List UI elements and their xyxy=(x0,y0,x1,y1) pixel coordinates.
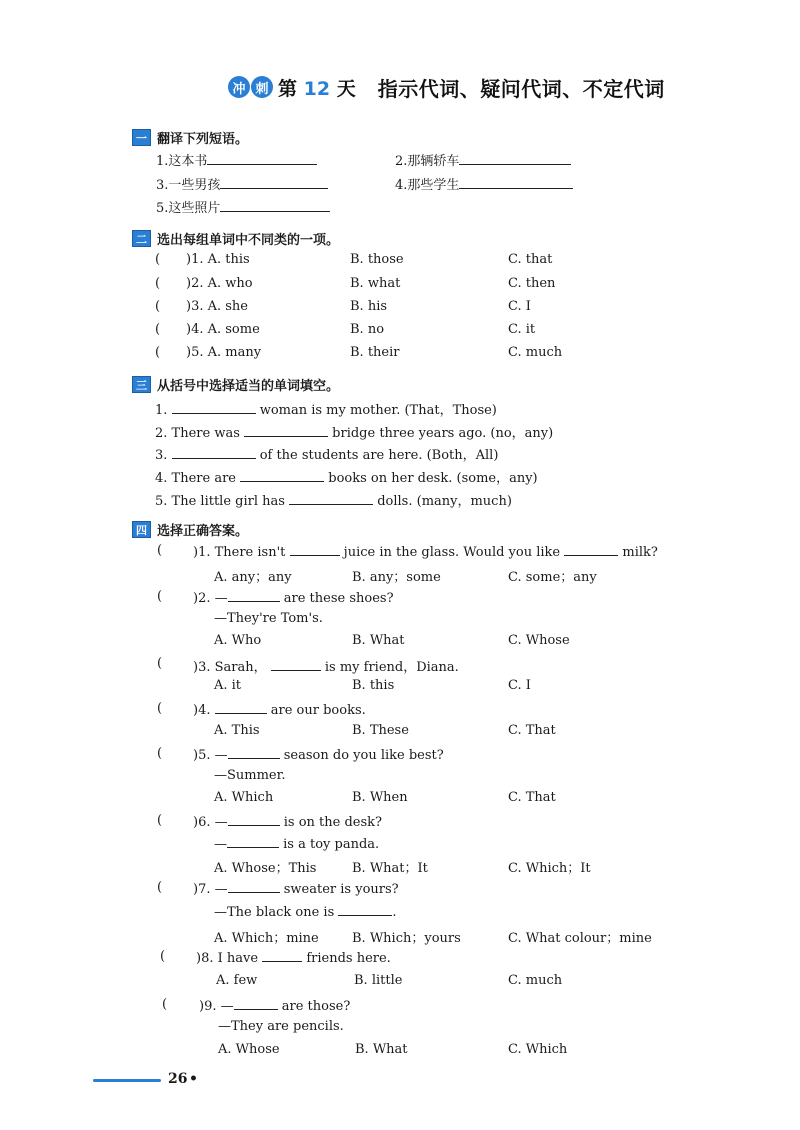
worksheet-page: 冲 刺 第 12 天 指示代词、疑问代词、不定代词 一 翻译下列短语。 1.这本书 2.那辆轿车 3.一些男孩 4.那些学生 5.这些照片 二 选出每组单词中不同类的一项。 ( )1. A. this B. those C. that ( )2. A. who B. what C. then ( )3. A. she B. his C. I ( )4. A. some B. no C. it ( )5. A. many B. their C. much 三 从括号中选择适当的单词填空。 1. woman is my mother. (That，Those) 2. There was bridge three years ago. (no，any) 3. of the students are here. (Both，All) 4. There are books on her desk. (some，any) 5. The little girl has dolls. (many，much) 四 选择正确答案。 ( )1. There isn't juice in the glass. Would you like milk? A. any；any B. any；some C. some；any ( )2. — are these shoes? —They're Tom's. A. Who B. What C. Whose ( )3. Sarah， is my friend，Diana. A. it B. this C. I ( )4. are our books. A. This B. These C. That ( )5. — season do you like best? —Summer. A. Which B. When C. That ( )6. — is on the desk? — is a toy panda. A. Whose；This B. What；It C. Which；It ( )7. — sweater is yours? —The black one is . A. Which；mine B. Which；yours C. What colour；mine ( )8. I have friends here. A. few B. little C. much ( )9. — are those? —They are pencils. A. Whose B. What C. Which 26 • xyxy=(0,0,800,1130)
s1-item-3: 3.一些男孩 xyxy=(156,174,328,193)
page-header xyxy=(228,70,665,104)
page-number-dot: • xyxy=(189,1071,198,1087)
chong-badge: 冲 xyxy=(228,76,250,98)
page-number: 26 xyxy=(168,1071,188,1087)
s1-item-4: 4.那些学生 xyxy=(395,174,573,193)
section-2-heading: 二 选出每组单词中不同类的一项。 xyxy=(132,229,339,248)
s3-row-3: 3. of the students are here. (Both，All) xyxy=(155,448,499,463)
s3-row-1: 1. woman is my mother. (That，Those) xyxy=(155,403,497,418)
s3-row-4: 4. There are books on her desk. (some，any) xyxy=(155,471,538,486)
s1-item-5: 5.这些照片 xyxy=(156,197,330,216)
ci-badge: 刺 xyxy=(251,76,273,98)
section-1-heading: 一 翻译下列短语。 xyxy=(132,128,248,147)
s3-row-5: 5. The little girl has dolls. (many，much) xyxy=(155,494,512,509)
section-3-heading: 三 从括号中选择适当的单词填空。 xyxy=(132,375,339,394)
page-title: 指示代词、疑问代词、不定代词 xyxy=(377,76,665,101)
day-label: 第 12 天 xyxy=(278,77,356,100)
footer-rule xyxy=(93,1079,161,1082)
s1-item-1: 1.这本书 xyxy=(156,150,317,169)
section-4-heading: 四 选择正确答案。 xyxy=(132,520,248,539)
s1-item-2: 2.那辆轿车 xyxy=(395,150,571,169)
s3-row-2: 2. There was bridge three years ago. (no，any) xyxy=(155,426,554,441)
